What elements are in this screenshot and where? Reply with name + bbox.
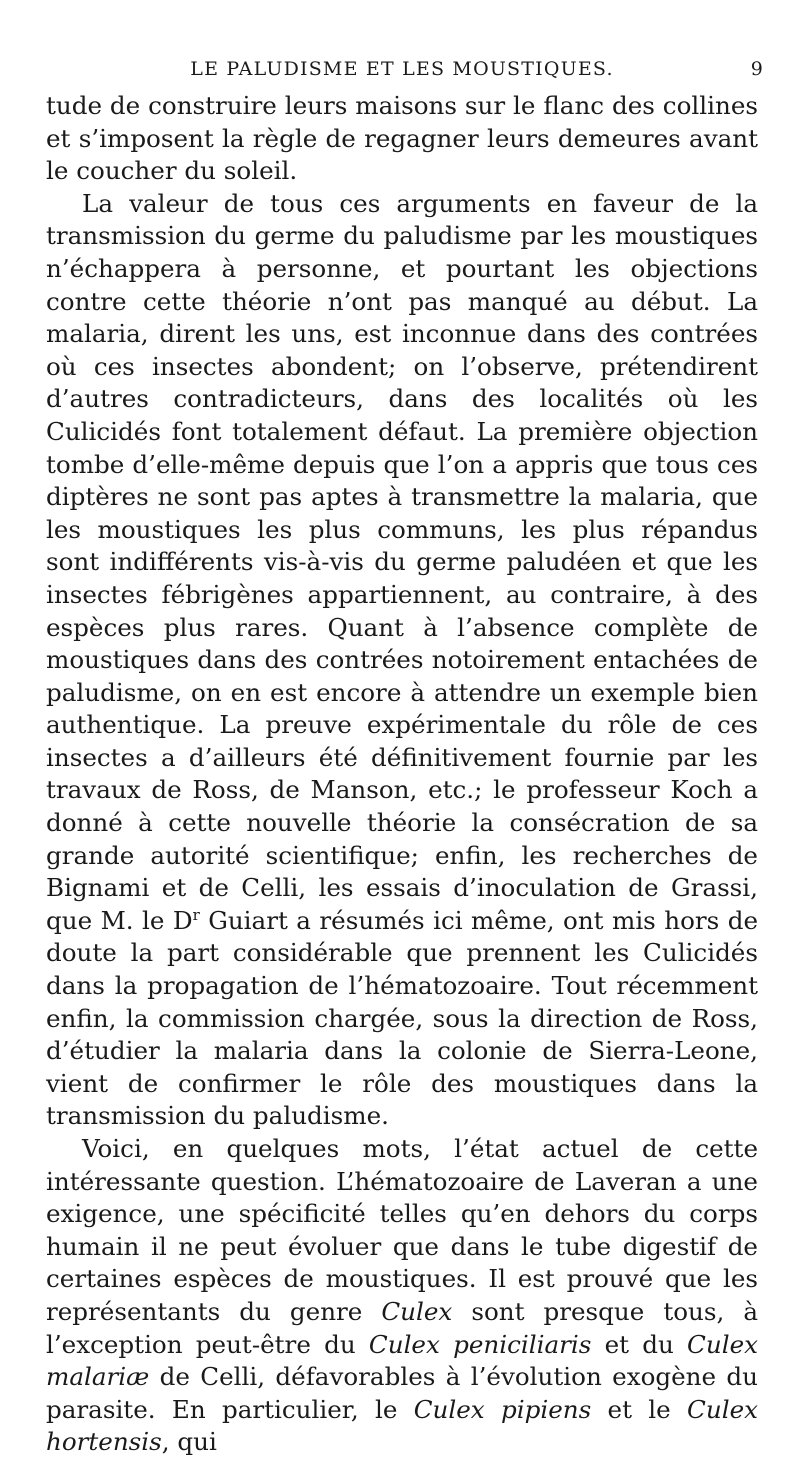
paragraph-text: et du xyxy=(591,1329,688,1359)
paragraph-continuation: tude de construire leurs maisons sur le flanc des collines et s’imposent la règle de regagner leurs demeures avant le coucher du soleil. xyxy=(46,91,758,186)
species-name-italic: Culex malariæ xyxy=(46,1329,758,1392)
book-page xyxy=(46,56,764,1459)
paragraph-text: La valeur de tous ces arguments en faveur de la transmission du germe du paludisme par les moustiques n’échappera à personne, et pourtant les objections contre cette théorie n’ont pas manqué au début. La malaria, dirent les uns, est inconnue dans des contrées où ces insectes abondent; on l’observe, prétendirent d’autres contradicteurs, dans des localités où les Culicidés font totalement défaut. La première objection tombe d’elle-même depuis que l’on a appris que tous ces diptères ne sont pas aptes à transmettre la malaria, que les moustiques les plus communs, les plus répandus sont indifférents vis-à-vis du germe paludéen et que les insectes fébrigènes appartiennent, au contraire, à des espèces plus rares. Quant à l’absence complète de moustiques dans des contrées notoirement entachées de paludisme, on en est encore à attendre un exemple bien authentique. La preuve expérimentale du rôle de ces insectes a d’ailleurs été définitivement fournie par les travaux de Ross, de Manson, etc.; le professeur Koch a donné à cette nouvelle théorie la consécration de sa grande autorité scientifique; enfin, les recherches de Bignami et de Celli, les essais d’inoculation de Grassi, que M. le D xyxy=(46,188,758,935)
paragraph-text: Voici, en quelques mots, l’état actuel de cette intéressante question. L’hématozoaire de Laveran a une exigence, une spécificité telles qu’en dehors du corps humain il ne peut évoluer que dans le tube digestif de certaines espèces de moustiques. Il est prouvé que les représentants du genre xyxy=(46,1134,758,1326)
paragraph-text: , qui xyxy=(161,1427,217,1457)
paragraph-current-state xyxy=(46,1133,758,1459)
genus-name-italic: Culex xyxy=(381,1296,453,1326)
doctor-abbrev-superscript: r xyxy=(192,905,200,924)
species-name-italic: Culex hortensis xyxy=(46,1394,758,1457)
running-head xyxy=(46,56,764,90)
paragraph-text: sont presque tous, à l’exception peut-être du xyxy=(46,1296,758,1359)
species-name-italic: Culex pipiens xyxy=(413,1394,592,1424)
paragraph-text: de Celli, défavorables à l’évolution exogène du parasite. En particulier, le xyxy=(46,1362,758,1424)
body-text xyxy=(46,90,758,1459)
running-title: LE PALUDISME ET LES MOUSTIQUES. xyxy=(190,58,614,80)
page-number: 9 xyxy=(750,58,764,80)
species-name-italic: Culex peniciliaris xyxy=(368,1329,592,1359)
paragraph-text: Guiart a résumés ici même, ont mis hors de doute la part considérable que prennent les Culicidés dans la propagation de l’hématozoaire. Tout récemment enfin, la commission chargée, sous la direction de Ross, d’étudier la malaria dans la colonie de Sierra-Leone, vient de confirmer le rôle des moustiques dans la transmission du paludisme. xyxy=(46,905,758,1131)
paragraph-objections xyxy=(46,188,758,1133)
paragraph-text: et le xyxy=(591,1394,688,1424)
